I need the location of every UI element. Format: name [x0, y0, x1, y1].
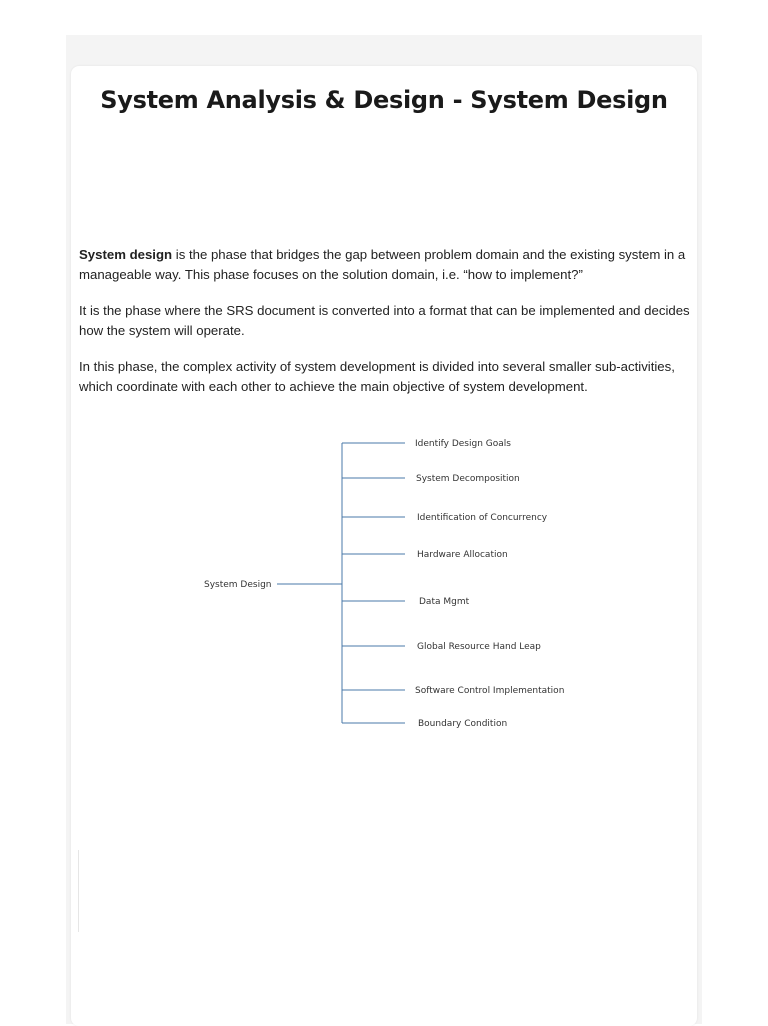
- paragraph-2: It is the phase where the SRS document is converted into a format that can be implemented and decides how the system will operate.: [79, 303, 690, 338]
- diagram-branch-label: Data Mgmt: [419, 597, 470, 607]
- page-margin-rule: [78, 850, 79, 932]
- document-page: [71, 66, 697, 1026]
- diagram-branch-label: Global Resource Hand Leap: [417, 642, 541, 652]
- paragraph-1-bold-lead: System design: [79, 247, 173, 262]
- diagram-branch-label: Hardware Allocation: [417, 550, 508, 560]
- diagram-branch-label: System Decomposition: [416, 474, 520, 484]
- diagram-branch-label: Software Control Implementation: [415, 686, 565, 696]
- paragraph-1: [79, 245, 691, 285]
- diagram-branch-label: Identification of Concurrency: [417, 513, 548, 523]
- paragraph-3: In this phase, the complex activity of system development is divided into several smaller sub-activities, which coordinate with each other to achieve the main objective of system development.: [79, 359, 675, 394]
- paragraph-1-text: is the phase that bridges the gap between problem domain and the existing system in a manageable way. This phase focuses on the solution domain, i.e. “how to implement?”: [79, 247, 686, 282]
- viewer-background: [66, 35, 702, 1024]
- diagram-branch-label: Identify Design Goals: [415, 439, 511, 449]
- diagram-branch-label: Boundary Condition: [418, 719, 508, 729]
- diagram-root-label: System Design: [204, 580, 272, 590]
- page-title: System Analysis & Design - System Design: [100, 86, 668, 114]
